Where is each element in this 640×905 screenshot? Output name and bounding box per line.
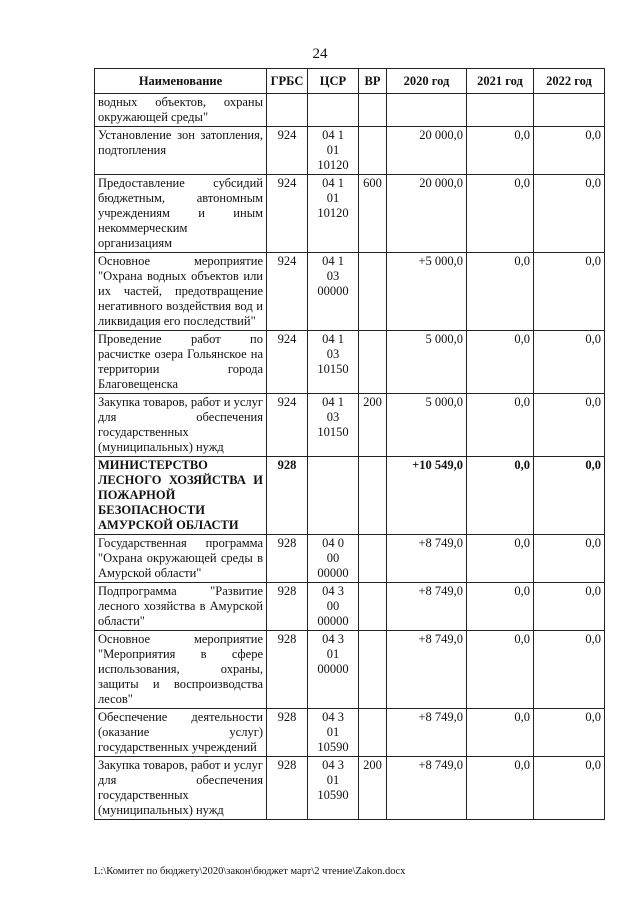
cell-name: Подпрограмма "Развитие лесного хозяйства в Амурской области" — [95, 583, 267, 631]
cell-2021: 0,0 — [467, 583, 534, 631]
cell-grbs: 928 — [267, 583, 308, 631]
cell-csr — [308, 94, 359, 127]
cell-grbs: 924 — [267, 127, 308, 175]
cell-vr — [359, 94, 387, 127]
cell-csr: 04 3 00 00000 — [308, 583, 359, 631]
header-grbs: ГРБС — [267, 69, 308, 94]
cell-grbs: 928 — [267, 535, 308, 583]
cell-2022: 0,0 — [534, 535, 605, 583]
header-vr: ВР — [359, 69, 387, 94]
table-row — [95, 709, 605, 757]
cell-2022: 0,0 — [534, 175, 605, 253]
table-row — [95, 583, 605, 631]
cell-csr: 04 3 01 10590 — [308, 757, 359, 820]
cell-2020: 5 000,0 — [387, 394, 467, 457]
cell-vr — [359, 631, 387, 709]
header-2020: 2020 год — [387, 69, 467, 94]
cell-2022: 0,0 — [534, 457, 605, 535]
cell-2022: 0,0 — [534, 583, 605, 631]
cell-csr: 04 3 01 00000 — [308, 631, 359, 709]
table-row — [95, 94, 605, 127]
cell-2022: 0,0 — [534, 709, 605, 757]
header-2022: 2022 год — [534, 69, 605, 94]
table-row — [95, 253, 605, 331]
cell-name: Государственная программа "Охрана окружающей среды в Амурской области" — [95, 535, 267, 583]
cell-2021: 0,0 — [467, 253, 534, 331]
table-row — [95, 757, 605, 820]
cell-2020: +8 749,0 — [387, 631, 467, 709]
cell-vr — [359, 583, 387, 631]
cell-vr — [359, 331, 387, 394]
table-row — [95, 457, 605, 535]
cell-name: Закупка товаров, работ и услуг для обеспечения государственных (муниципальных) нужд — [95, 757, 267, 820]
table-row — [95, 331, 605, 394]
cell-2020: +8 749,0 — [387, 583, 467, 631]
cell-name: Закупка товаров, работ и услуг для обеспечения государственных (муниципальных) нужд — [95, 394, 267, 457]
table-body — [95, 94, 605, 820]
cell-2021: 0,0 — [467, 757, 534, 820]
cell-2022: 0,0 — [534, 127, 605, 175]
cell-grbs: 928 — [267, 757, 308, 820]
cell-csr: 04 3 01 10590 — [308, 709, 359, 757]
cell-name: Проведение работ по расчистке озера Гольянское на территории города Благовещенска — [95, 331, 267, 394]
table-row — [95, 535, 605, 583]
cell-2020: 20 000,0 — [387, 175, 467, 253]
cell-name: Основное мероприятие "Мероприятия в сфере использования, охраны, защиты и воспроизводства лесов" — [95, 631, 267, 709]
cell-2020: +8 749,0 — [387, 709, 467, 757]
cell-2020: 20 000,0 — [387, 127, 467, 175]
cell-2020 — [387, 94, 467, 127]
cell-2022: 0,0 — [534, 757, 605, 820]
cell-name: Основное мероприятие "Охрана водных объектов или их частей, предотвращение негативного воздействия вод и ликвидация его последствий" — [95, 253, 267, 331]
cell-vr — [359, 535, 387, 583]
table-row — [95, 127, 605, 175]
cell-2021: 0,0 — [467, 631, 534, 709]
cell-2022: 0,0 — [534, 253, 605, 331]
cell-grbs: 928 — [267, 631, 308, 709]
cell-vr: 600 — [359, 175, 387, 253]
cell-vr — [359, 457, 387, 535]
cell-csr: 04 1 01 10120 — [308, 175, 359, 253]
cell-2022: 0,0 — [534, 331, 605, 394]
cell-name: Установление зон затопления, подтопления — [95, 127, 267, 175]
cell-grbs: 928 — [267, 709, 308, 757]
cell-csr — [308, 457, 359, 535]
cell-grbs: 924 — [267, 331, 308, 394]
cell-name: МИНИСТЕРСТВО ЛЕСНОГО ХОЗЯЙСТВА И ПОЖАРНОЙ БЕЗОПАСНОСТИ АМУРСКОЙ ОБЛАСТИ — [95, 457, 267, 535]
cell-grbs: 928 — [267, 457, 308, 535]
table-header-row — [95, 69, 605, 94]
cell-grbs: 924 — [267, 253, 308, 331]
cell-grbs: 924 — [267, 175, 308, 253]
cell-name: Предоставление субсидий бюджетным, автономным учреждениям и иным некоммерческим организациям — [95, 175, 267, 253]
cell-2021: 0,0 — [467, 175, 534, 253]
header-csr: ЦСР — [308, 69, 359, 94]
cell-2020: +8 749,0 — [387, 535, 467, 583]
cell-2020: +10 549,0 — [387, 457, 467, 535]
cell-2021 — [467, 94, 534, 127]
cell-2021: 0,0 — [467, 331, 534, 394]
header-name: Наименование — [95, 69, 267, 94]
cell-vr — [359, 253, 387, 331]
cell-2021: 0,0 — [467, 535, 534, 583]
cell-2020: +5 000,0 — [387, 253, 467, 331]
cell-vr: 200 — [359, 757, 387, 820]
table-row — [95, 175, 605, 253]
table-row — [95, 394, 605, 457]
cell-2022: 0,0 — [534, 631, 605, 709]
cell-2021: 0,0 — [467, 457, 534, 535]
cell-csr: 04 1 03 10150 — [308, 331, 359, 394]
cell-grbs: 924 — [267, 394, 308, 457]
cell-2020: 5 000,0 — [387, 331, 467, 394]
cell-2022 — [534, 94, 605, 127]
cell-grbs — [267, 94, 308, 127]
cell-csr: 04 1 01 10120 — [308, 127, 359, 175]
budget-table — [94, 68, 605, 820]
cell-vr: 200 — [359, 394, 387, 457]
table-row — [95, 631, 605, 709]
header-2021: 2021 год — [467, 69, 534, 94]
cell-csr: 04 1 03 00000 — [308, 253, 359, 331]
cell-vr — [359, 709, 387, 757]
cell-2022: 0,0 — [534, 394, 605, 457]
page-number: 24 — [312, 46, 328, 62]
cell-name: Обеспечение деятельности (оказание услуг) государственных учреждений — [95, 709, 267, 757]
cell-2021: 0,0 — [467, 394, 534, 457]
cell-2021: 0,0 — [467, 709, 534, 757]
cell-2021: 0,0 — [467, 127, 534, 175]
cell-csr: 04 0 00 00000 — [308, 535, 359, 583]
footer-file-path: L:\Комитет по бюджету\2020\закон\бюджет март\2 чтение\Zakon.docx — [94, 866, 406, 877]
cell-csr: 04 1 03 10150 — [308, 394, 359, 457]
cell-vr — [359, 127, 387, 175]
cell-2020: +8 749,0 — [387, 757, 467, 820]
cell-name: водных объектов, охраны окружающей среды" — [95, 94, 267, 127]
